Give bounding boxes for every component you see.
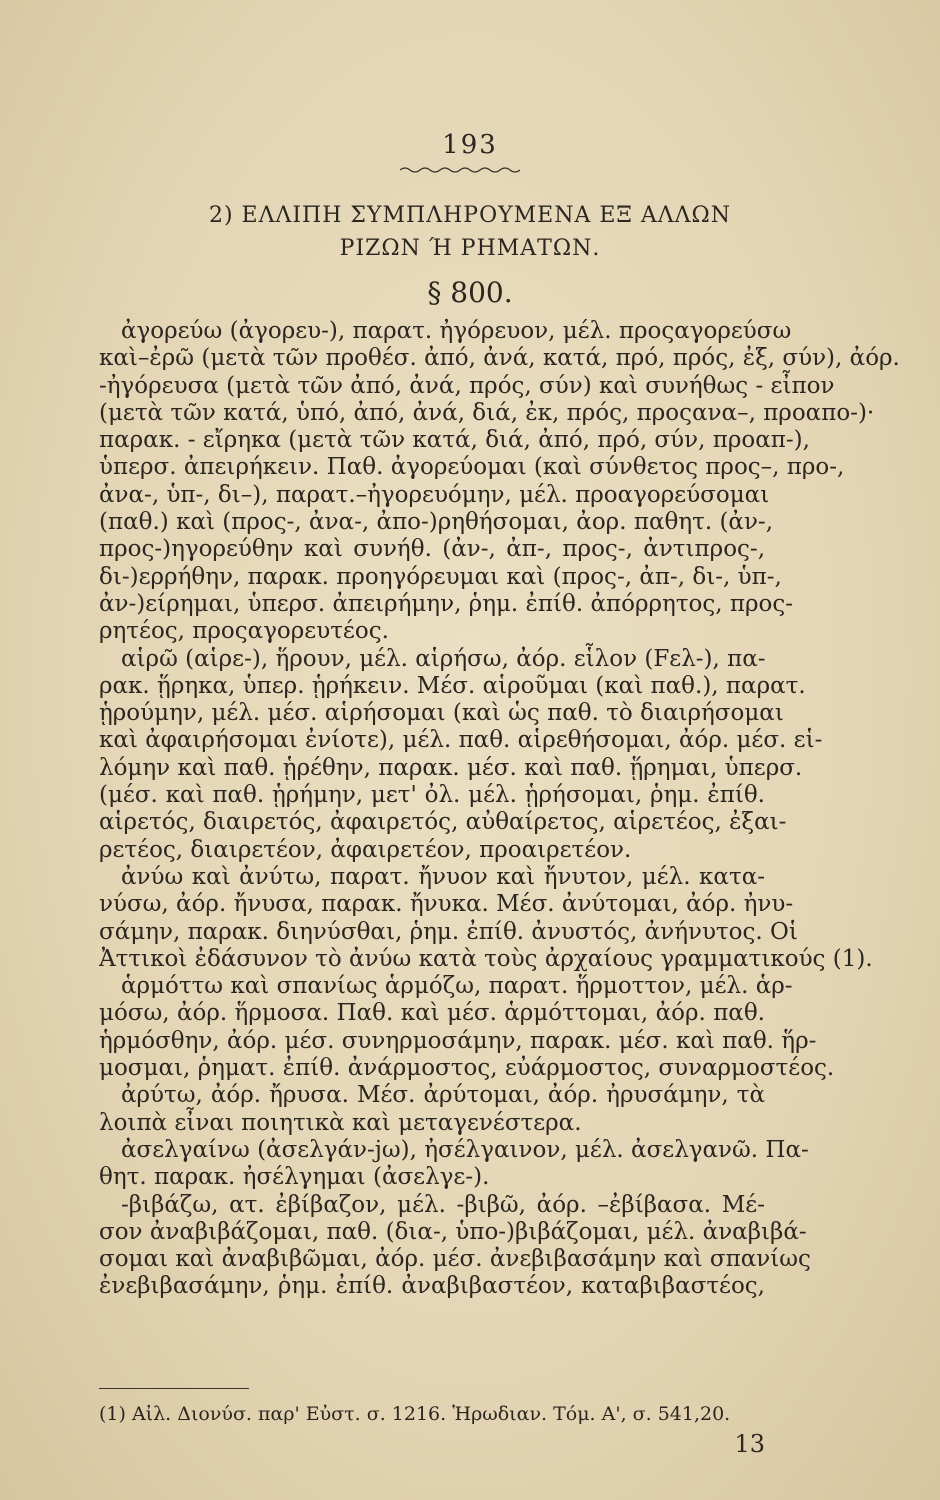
text-line: καὶ ἀφαιρήσομαι ἐνίοτε), μέλ. παθ. αἱρεθήσομαι, ἀόρ. μέσ. εἱ- (99, 727, 823, 754)
text-line: σον ἀναβιβάζομαι, παθ. (δια-, ὑπο-)βιβάζομαι, μέλ. ἀναβιβά- (99, 1218, 807, 1245)
chapter-heading-line1: 2) ΕΛΛΙΠΗ ΣΥΜΠΛΗΡΟΥΜΕΝΑ ΕΞ ΑΛΛΩΝ (208, 203, 732, 228)
text-line: ρητέος, προςαγορευτέος. (99, 618, 389, 645)
text-line: σάμην, παρακ. διηνύσθαι, ῥημ. ἐπίθ. ἀνυστός, ἀνήνυτος. Οἱ (99, 918, 798, 945)
footnote-rule (99, 1388, 249, 1389)
body-text (99, 318, 900, 1301)
text-line: ἡρμόσθην, ἀόρ. μέσ. συνηρμοσάμην, παρακ. μέσ. καὶ παθ. ἥρ- (99, 1027, 817, 1054)
footnote: (1) Αἰλ. Διονύσ. παρ' Εὐστ. σ. 1216. Ἡρωδιαν. Τόμ. Α', σ. 541,20. (99, 1403, 731, 1425)
wavy-ornament (400, 166, 520, 174)
text-line: σομαι καὶ ἀναβιβῶμαι, ἀόρ. μέσ. ἀνεβιβασάμην καὶ σπανίως (99, 1246, 811, 1273)
text-line: ὑπερσ. ἀπειρήκειν. Παθ. ἀγορεύομαι (καὶ σύνθετος προς–, προ-, (99, 454, 845, 481)
text-line: καὶ–ἐρῶ (μετὰ τῶν προθέσ. ἀπό, ἀνά, κατά, πρό, πρός, ἐξ, σύν), ἀόρ. (99, 345, 900, 372)
signature-mark: 13 (734, 1430, 765, 1458)
text-line: ἀν-)είρημαι, ὑπερσ. ἀπειρήμην, ῥημ. ἐπίθ. ἀπόρρητος, προς- (99, 590, 794, 617)
text-line: (μετὰ τῶν κατά, ὑπό, ἀπό, ἀνά, διά, ἐκ, πρός, προςανα–, προαπο-)· (99, 399, 875, 426)
text-line: αἱρετός, διαιρετός, ἀφαιρετός, αὐθαίρετος, αἱρετέος, ἐξαι- (99, 809, 787, 836)
text-line: (μέσ. καὶ παθ. ᾑρήμην, μετ' ὀλ. μέλ. ᾑρήσομαι, ῥημ. ἐπίθ. (99, 782, 765, 809)
text-line: ἀνα-, ὑπ-, δι–), παρατ.–ἠγορευόμην, μέλ. προαγορεύσομαι (99, 481, 770, 508)
text-line: λοιπὰ εἶναι ποιητικὰ καὶ μεταγενέστερα. (99, 1109, 582, 1136)
text-line: ἀγορεύω (ἀγορευ-), παρατ. ἠγόρευον, μέλ. προςαγορεύσω (121, 318, 792, 344)
text-line: (παθ.) καὶ (προς-, ἀνα-, ἀπο-)ρηθήσομαι, ἀορ. παθητ. (ἀν-, (99, 509, 774, 536)
text-line: νύσω, ἀόρ. ἤνυσα, παρακ. ἤνυκα. Μέσ. ἀνύτομαι, ἀόρ. ἠνυ- (99, 891, 794, 918)
text-line: -ἠγόρευσα (μετὰ τῶν ἀπό, ἀνά, πρός, σύν) καὶ συνήθως - εἶπον (99, 372, 835, 399)
text-line: αἱρῶ (αἱρε-), ἥρουν, μέλ. αἱρήσω, ἀόρ. εἷλον (Fελ-), πα- (121, 645, 766, 672)
text-line: ρακ. ᾕρηκα, ὑπερ. ᾑρήκειν. Μέσ. αἱροῦμαι (καὶ παθ.), παρατ. (99, 672, 806, 699)
section-number: § 800. (427, 276, 513, 309)
text-line: δι-)ερρήθην, παρακ. προηγόρευμαι καὶ (προς-, ἀπ-, δι-, ὑπ-, (99, 563, 782, 590)
text-line: ἀσελγαίνω (ἀσελγάν-jω), ἠσέλγαινον, μέλ. ἀσελγανῶ. Πα- (121, 1136, 809, 1163)
text-line: ἐνεβιβασάμην, ῥημ. ἐπίθ. ἀναβιβαστέον, καταβιβαστέος, (99, 1273, 765, 1300)
text-line: ἀρύτω, ἀόρ. ἤρυσα. Μέσ. ἀρύτομαι, ἀόρ. ἠρυσάμην, τὰ (121, 1082, 765, 1109)
text-line: λόμην καὶ παθ. ᾑρέθην, παρακ. μέσ. καὶ παθ. ᾕρημαι, ὑπερσ. (99, 754, 803, 781)
text-line: ἀνύω καὶ ἀνύτω, παρατ. ἤνυον καὶ ἤνυτον, μέλ. κατα- (121, 863, 765, 890)
text-line: προς-)ηγορεύθην καὶ συνήθ. (ἀν-, ἀπ-, προς-, ἀντιπρος-, (99, 536, 765, 563)
text-line: ᾑρούμην, μέλ. μέσ. αἱρήσομαι (καὶ ὡς παθ. τὸ διαιρήσομαι (99, 700, 784, 727)
text-line: ἁρμόττω καὶ σπανίως ἁρμόζω, παρατ. ἥρμοττον, μέλ. ἁρ- (121, 973, 793, 1000)
text-line: -βιβάζω, ατ. ἐβίβαζον, μέλ. -βιβῶ, ἀόρ. –ἐβίβασα. Μέ- (121, 1191, 765, 1218)
chapter-heading-line2: ΡΙΖΩΝ Ή ΡΗΜΑΤΩΝ. (339, 236, 601, 261)
text-line: Ἀττικοὶ ἐδάσυνον τὸ ἀνύω κατὰ τοὺς ἀρχαίους γραμματικούς (1). (99, 945, 873, 972)
text-line: παρακ. - εἴρηκα (μετὰ τῶν κατά, διά, ἀπό, πρό, σύν, προαπ-), (99, 427, 810, 454)
text-line: μοσμαι, ῥηματ. ἐπίθ. ἀνάρμοστος, εὐάρμοστος, συναρμοστέος. (99, 1055, 835, 1082)
text-line: ρετέος, διαιρετέον, ἀφαιρετέον, προαιρετέον. (99, 836, 632, 863)
page-number: 193 (442, 130, 498, 160)
text-line: μόσω, ἀόρ. ἥρμοσα. Παθ. καὶ μέσ. ἁρμόττομαι, ἀόρ. παθ. (99, 1000, 765, 1027)
text-line: θητ. παρακ. ἠσέλγημαι (ἀσελγε-). (99, 1164, 490, 1191)
